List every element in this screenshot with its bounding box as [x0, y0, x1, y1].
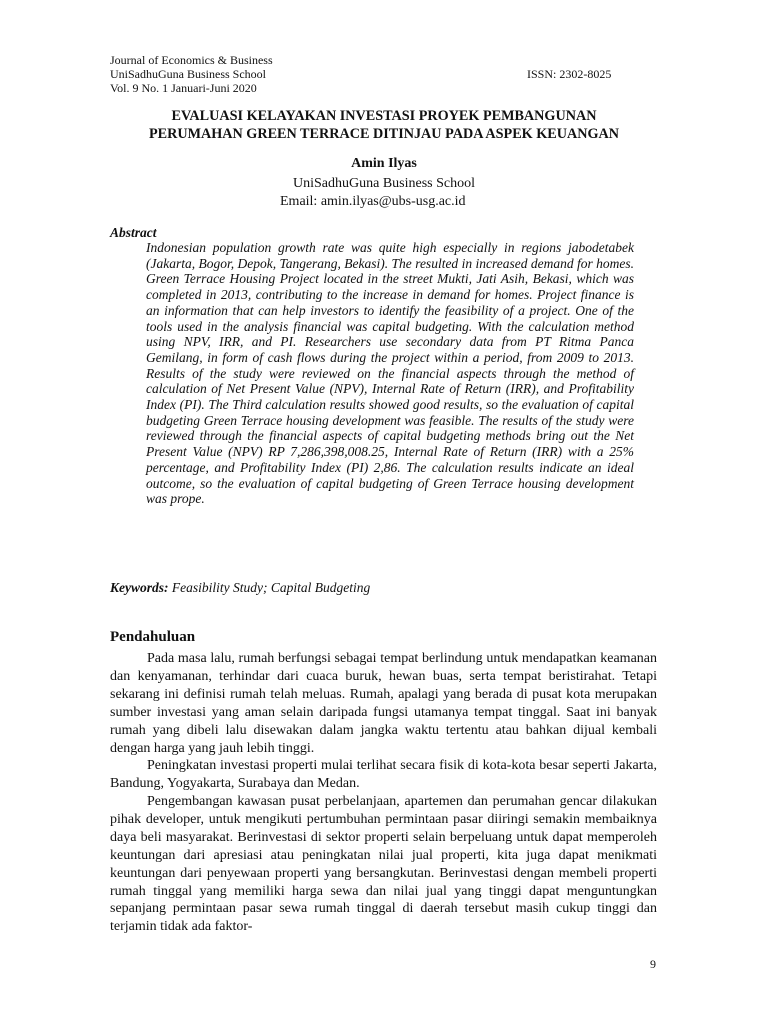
abstract-heading: Abstract [110, 225, 157, 240]
abstract-text: Indonesian population growth rate was quite high especially in regions jabodetabek (Jakarta, Bogor, Depok, Tangerang, Bekasi). The resulted in increased demand for homes. Green Terrace Housing Project located in the street Mukti, Jati Asih, Bekasi, which was completed in 2013, contributing to the increase in demand for homes. Project finance is an information that can help investors to identify the feasibility of a project. One of the tools used in the analysis financial was capital budgeting. With the calculation method using NPV, IRR, and PI. Researchers use secondary data from PT Ritma Panca Gemilang, in form of cash flows during the project within a period, from 2009 to 2013. Results of the study were reviewed on the financial aspects through the method of calculation of Net Present Value (NPV), Internal Rate of Return (IRR), and Profitability Index (PI). The Third calculation results showed good results, so the evaluation of capital budgeting Green Terrace housing development was feasible. The results of the study were reviewed through the financial aspects of capital budgeting methods bring out the Net Present Value (NPV) RP 7,286,398,008.25, Internal Rate of Return (IRR) with a 25% percentage, and Profitability Index (PI) 2,86. The calculation results indicate an ideal outcome, so the evaluation of capital budgeting of Green Terrace housing development was prope. [146, 240, 634, 507]
school-name: UniSadhuGuna Business School [110, 67, 266, 81]
keywords-text: Feasibility Study; Capital Budgeting [168, 580, 371, 595]
paragraph: Peningkatan investasi properti mulai terlihat secara fisik di kota-kota besar seperti Jakarta, Bandung, Yogyakarta, Surabaya dan Medan. [110, 758, 657, 791]
paragraph: Pada masa lalu, rumah berfungsi sebagai tempat berlindung untuk mendapatkan keamanan dan kenyamanan, terhindar dari cuaca buruk, hewan buas, serta tempat beristirahat. Tetapi sekarang ini definisi rumah telah meluas. Rumah, apalagi yang berada di pusat kota merupakan sumber investasi yang aman selain daripada fungsi utamanya tempat tinggal. Saat ini banyak rumah yang dibeli lalu disewakan dalam jangka waktu tertentu atau bahkan dijual kembali dengan harga yang jauh lebih tinggi. [110, 651, 657, 756]
page-number: 9 [650, 957, 656, 971]
issn: ISSN: 2302-8025 [527, 67, 612, 81]
author-email: Email: amin.ilyas@ubs-usg.ac.id [280, 194, 466, 209]
keywords-label: Keywords: [110, 580, 169, 595]
author-affiliation: UniSadhuGuna Business School [293, 176, 475, 191]
journal-name: Journal of Economics & Business [110, 53, 273, 67]
keywords [110, 580, 370, 596]
paragraph: Pengembangan kawasan pusat perbelanjaan, apartemen dan perumahan gencar dilakukan pihak developer, untuk mengikuti pertumbuhan permintaan pasar diiringi semakin membaiknya daya beli masyarakat. Berinvestasi di sektor properti selain berpeluang untuk dapat memperoleh keuntungan dari apresiasi atau peningkatan nilai jual properti, kita juga dapat menikmati keuntungan dari penyewaan properti yang bersangkutan. Berinvestasi dengan membeli properti rumah tinggal yang memiliki harga sewa dan nilai jual yang tinggi dapat menguntungkan sepanjang permintaan pasar sewa rumah tinggal di daerah tersebut masih cukup tinggi dan terjamin tidak ada faktor- [110, 794, 657, 935]
title-line-1: EVALUASI KELAYAKAN INVESTASI PROYEK PEMBANGUNAN [171, 108, 597, 124]
author-name: Amin Ilyas [351, 156, 417, 171]
title-line-2: PERUMAHAN GREEN TERRACE DITINJAU PADA ASPEK KEUANGAN [148, 126, 620, 142]
volume-info: Vol. 9 No. 1 Januari-Juni 2020 [110, 81, 257, 95]
section-heading: Pendahuluan [110, 629, 196, 645]
